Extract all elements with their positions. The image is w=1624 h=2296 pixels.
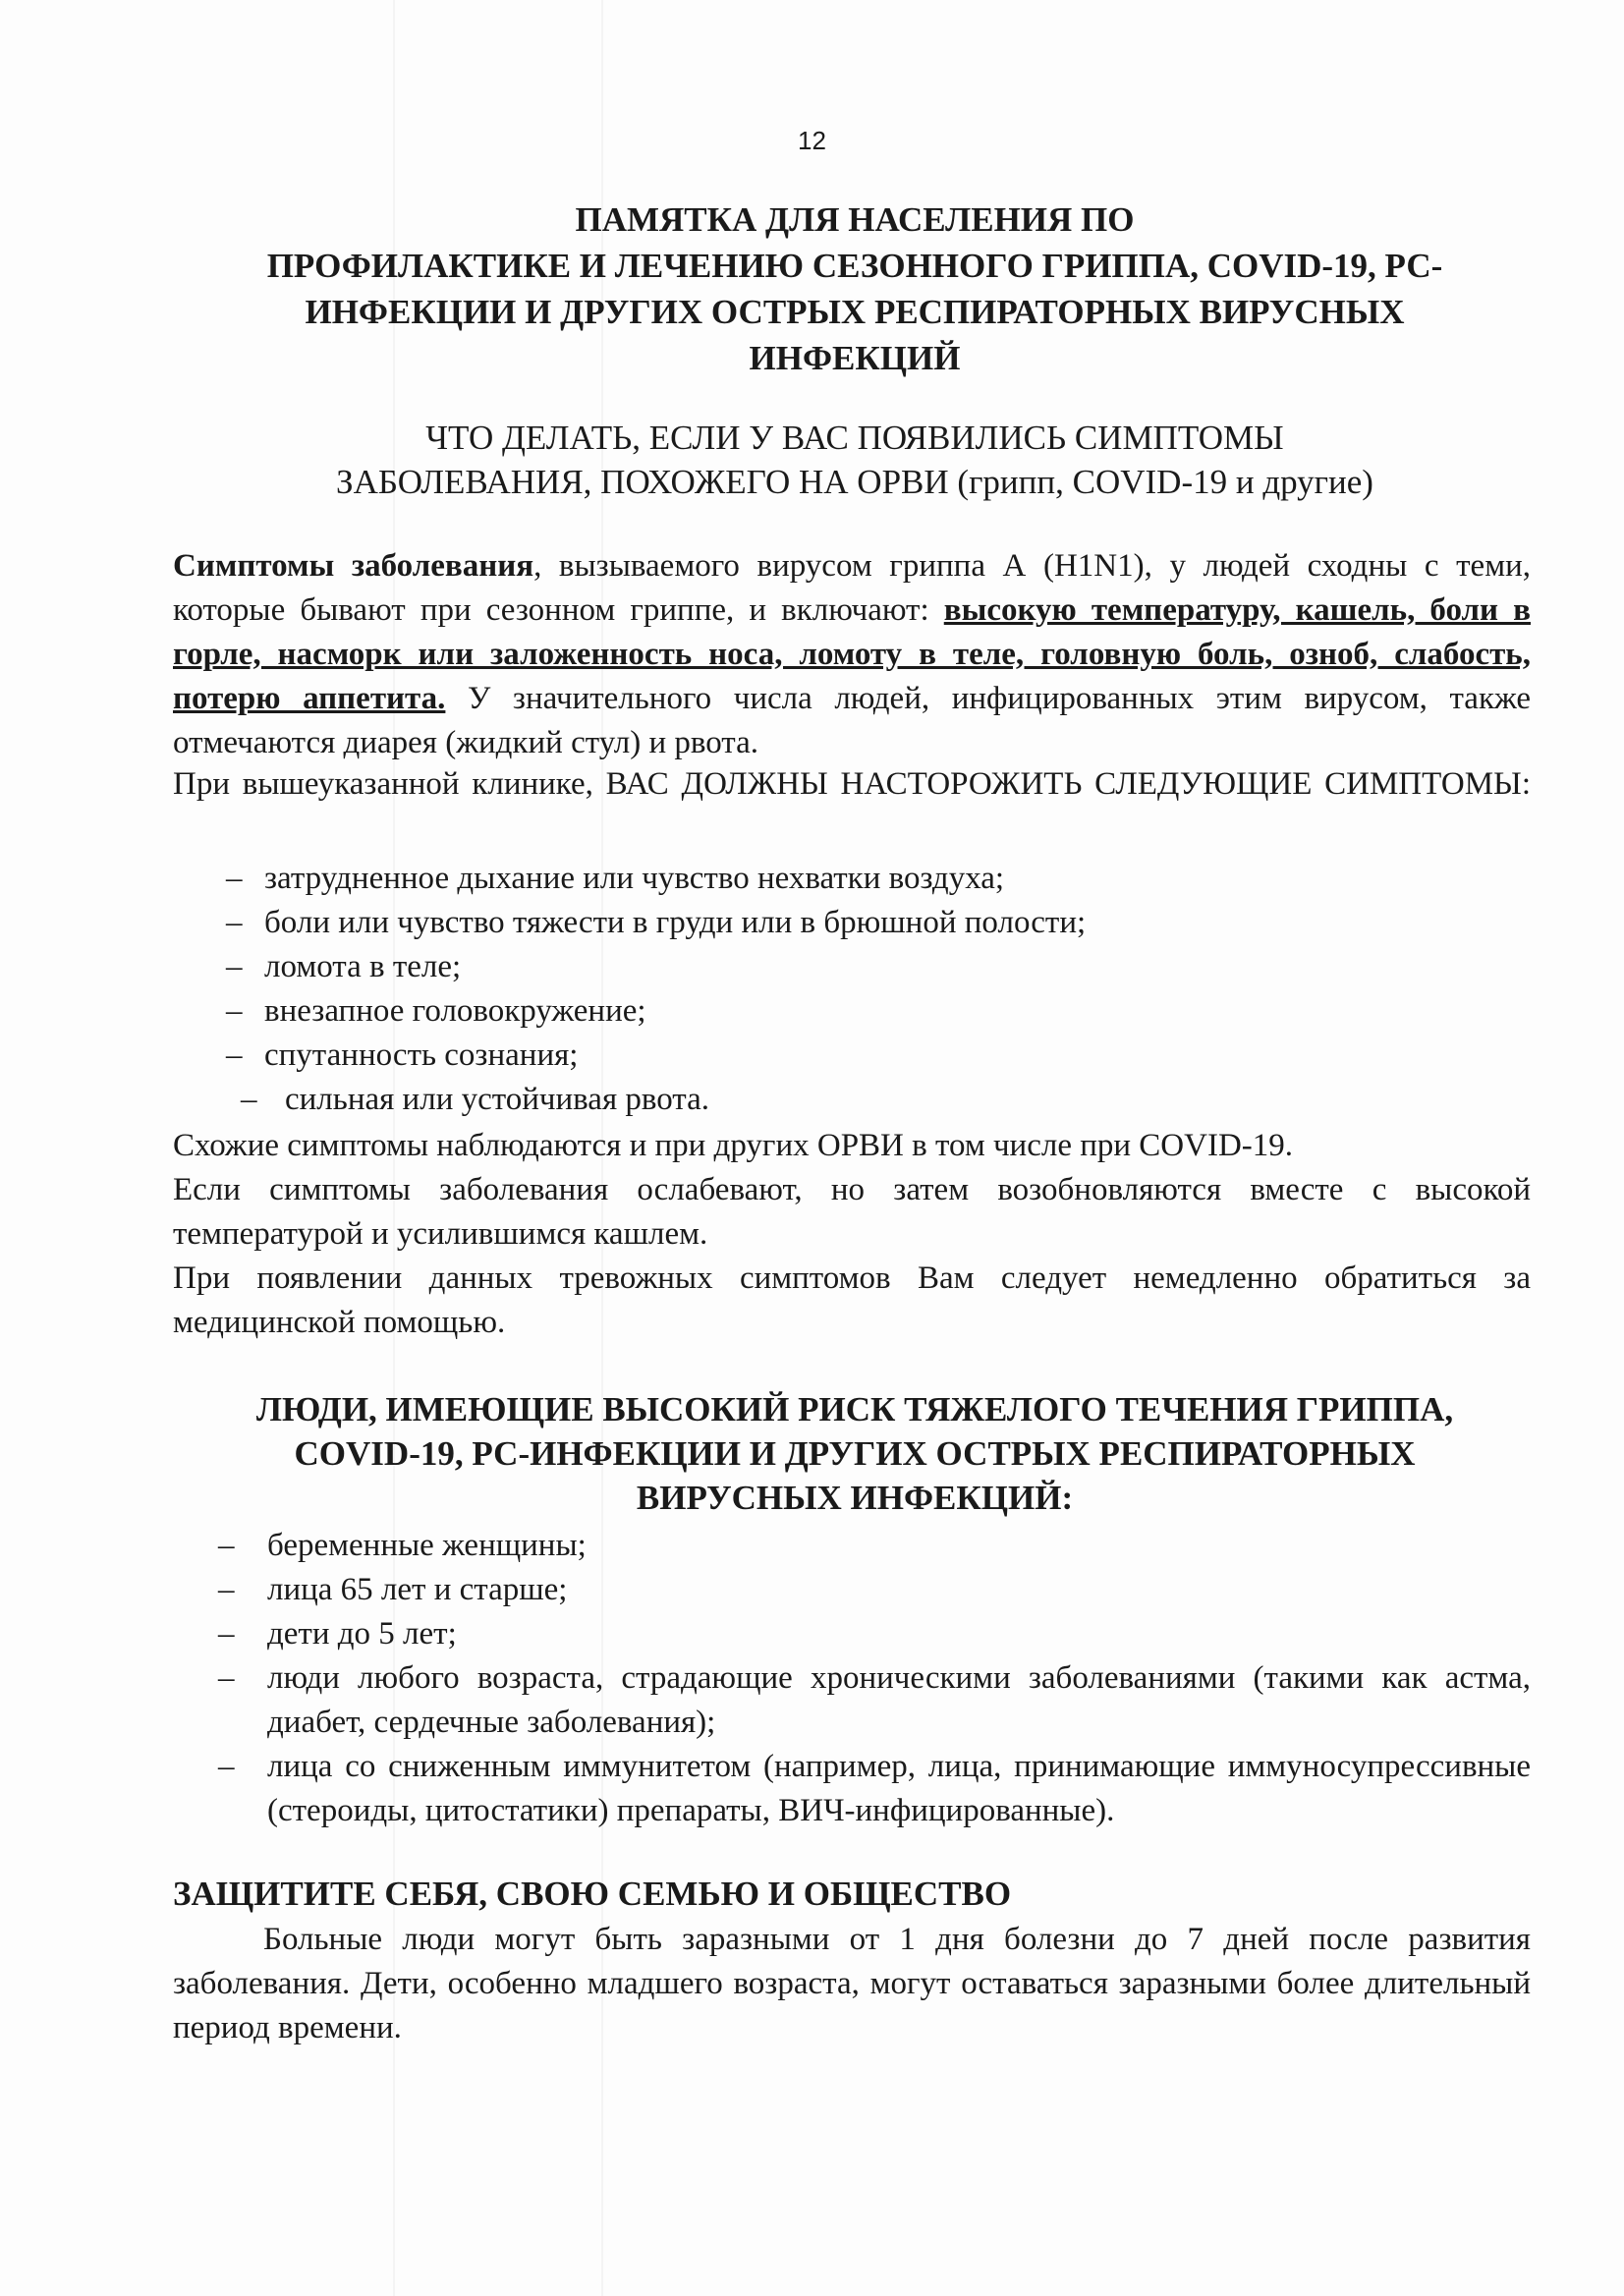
list-item: – внезапное головокружение; [226, 989, 1533, 1034]
title-line: ПАМЯТКА ДЛЯ НАСЕЛЕНИЯ ПО [575, 200, 1135, 239]
warning-intro: При вышеуказанной клинике, ВАС ДОЛЖНЫ НАСТОРОЖИТЬ СЛЕДУЮЩИЕ СИМПТОМЫ: [173, 766, 1531, 802]
title-line: ПРОФИЛАКТИКЕ И ЛЕЧЕНИЮ СЕЗОННОГО ГРИППА, COVID-19, РС- [266, 247, 1443, 285]
list-item: – затрудненное дыхание или чувство нехватки воздуха; [226, 857, 1533, 901]
list-item: – боли или чувство тяжести в груди или в брюшной полости; [226, 901, 1533, 945]
list-item: – дети до 5 лет; [218, 1612, 1531, 1656]
list-item: – спутанность сознания; [226, 1034, 1533, 1078]
list-item: – лица 65 лет и старше; [218, 1568, 1531, 1612]
risk-groups-list [218, 1524, 1531, 1833]
risk-heading [167, 1387, 1542, 1520]
symptoms-text: У значительного числа людей, инфицированных этим вирусом, также отмечаются диарея (жидкий стул) и рвота. [173, 681, 1531, 760]
title-line: ИНФЕКЦИИ И ДРУГИХ ОСТРЫХ РЕСПИРАТОРНЫХ ВИРУСНЫХ [305, 293, 1405, 331]
list-item: – лица со сниженным иммунитетом (например, лица, принимающие иммуносупрессивные (стероиды, цитостатики) препараты, ВИЧ-инфицированные). [218, 1745, 1531, 1833]
paragraph: При появлении данных тревожных симптомов Вам следует немедленно обратиться за медицинской помощью. [173, 1260, 1531, 1340]
subtitle-line: ЧТО ДЕЛАТЬ, ЕСЛИ У ВАС ПОЯВИЛИСЬ СИМПТОМЫ [425, 419, 1284, 457]
subtitle-line: ЗАБОЛЕВАНИЯ, ПОХОЖЕГО НА ОРВИ (грипп, COVID-19 и другие) [336, 463, 1373, 501]
paragraph: Схожие симптомы наблюдаются и при других ОРВИ в том числе при COVID-19. [173, 1128, 1294, 1163]
protect-heading: ЗАЩИТИТЕ СЕБЯ, СВОЮ СЕМЬЮ И ОБЩЕСТВО [173, 1875, 1012, 1913]
list-item: – люди любого возраста, страдающие хроническими заболеваниями (такими как астма, диабет, сердечные заболевания); [218, 1656, 1531, 1745]
symptoms-lead: Симптомы заболевания [173, 548, 534, 584]
title-line: ИНФЕКЦИЙ [749, 339, 961, 377]
paragraph: Если симптомы заболевания ослабевают, но затем возобновляются вместе с высокой температурой и усилившимся кашлем. [173, 1172, 1531, 1252]
heading-line: COVID-19, РС-ИНФЕКЦИИ И ДРУГИХ ОСТРЫХ РЕСПИРАТОРНЫХ [294, 1434, 1416, 1473]
list-item: – ломота в теле; [226, 945, 1533, 989]
protect-paragraph: Больные люди могут быть заразными от 1 дня болезни до 7 дней после развития заболевания. Дети, особенно младшего возраста, могут оставаться заразными более длительный период времени. [173, 1922, 1531, 2045]
symptoms-text: , вызываемого вирусом гриппа А (H1N1), у людей сходны с теми, которые бывают при сезонном гриппе, и включают: [173, 548, 1531, 628]
warning-symptoms-list [226, 857, 1533, 1122]
symptoms-paragraph [173, 544, 1531, 765]
document-subtitle [167, 416, 1542, 504]
post-list-text [173, 1124, 1531, 1345]
key-symptoms: высокую температуру, кашель, боли в горле, насморк или заложенность носа, ломоту в теле, головную боль, озноб, слабость, потерю аппетита. [173, 592, 1531, 716]
list-item: – сильная или устойчивая рвота. [226, 1078, 1533, 1122]
heading-line: ВИРУСНЫХ ИНФЕКЦИЙ: [636, 1479, 1074, 1517]
heading-line: ЛЮДИ, ИМЕЮЩИЕ ВЫСОКИЙ РИСК ТЯЖЕЛОГО ТЕЧЕНИЯ ГРИППА, [255, 1390, 1454, 1428]
page-number: 12 [798, 126, 826, 155]
list-item: – беременные женщины; [218, 1524, 1531, 1568]
document-title [167, 196, 1542, 381]
